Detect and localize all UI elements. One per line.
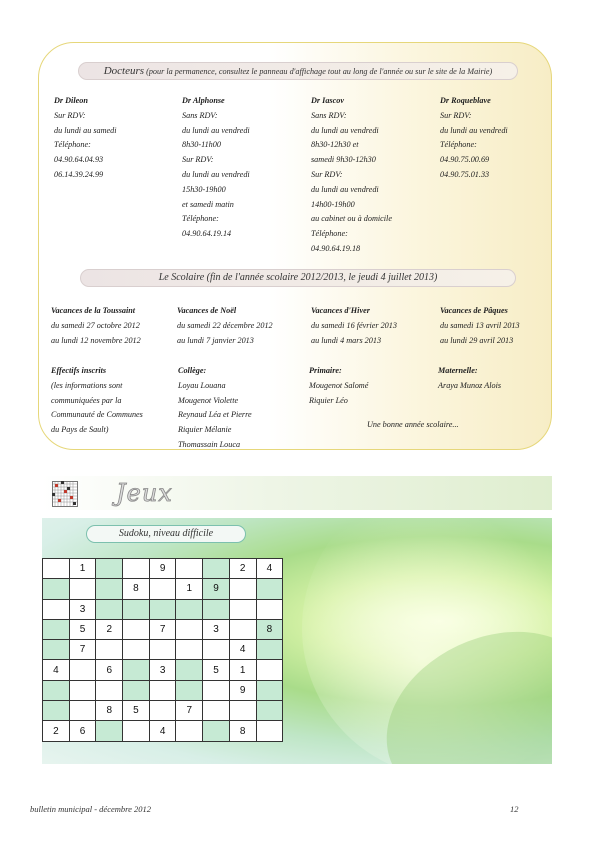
column-line: au lundi 4 mars 2013 [311,335,382,345]
sudoku-cell[interactable] [43,620,70,640]
sudoku-cell[interactable]: 7 [70,640,97,660]
sudoku-cell[interactable] [123,721,150,741]
sudoku-cell[interactable] [176,559,203,579]
column-line: du samedi 27 octobre 2012 [51,320,140,330]
column-line: du Pays de Sault) [51,425,109,435]
sudoku-cell[interactable] [203,721,230,741]
games-title: Jeux [116,479,173,507]
column-line: Sur RDV: [182,155,214,165]
sudoku-cell[interactable] [230,701,257,721]
column-line: du lundi au vendredi [440,125,508,135]
page-number: 12 [510,804,519,814]
sudoku-grid-icon [52,481,78,507]
vacation-paques [440,304,520,348]
sudoku-cell[interactable]: 5 [123,701,150,721]
column-line: Téléphone: [182,214,219,224]
sudoku-cell[interactable]: 3 [203,620,230,640]
sudoku-cell[interactable] [257,579,284,599]
sudoku-cell[interactable]: 2 [43,721,70,741]
column-heading: Dr Iascov [311,96,344,105]
column-line: communiquées par la [51,395,122,405]
sudoku-cell[interactable] [123,660,150,680]
sudoku-cell[interactable]: 1 [70,559,97,579]
sudoku-cell[interactable] [257,701,284,721]
sudoku-cell[interactable] [150,640,177,660]
sudoku-cell[interactable] [257,681,284,701]
column-line: au cabinet ou à domicile [311,214,392,224]
doctors-banner [78,62,518,80]
column-line: du lundi au vendredi [182,125,250,135]
sudoku-cell[interactable] [203,701,230,721]
sudoku-cell[interactable]: 4 [257,559,284,579]
sudoku-cell[interactable] [230,600,257,620]
column-line: Thomassain Louca [178,439,241,449]
column-line: 06.14.39.24.99 [54,169,104,179]
column-heading: Vacances de la Toussaint [51,306,136,315]
column-line: Riquier Léo [309,395,348,405]
column-line: Mougenot Salomé [309,380,369,390]
column-line: Riquier Mélanie [178,425,232,435]
column-line: au lundi 12 novembre 2012 [51,335,141,345]
sudoku-cell[interactable] [70,660,97,680]
column-line: Mougenot Violette [178,395,239,405]
sudoku-grid [42,558,283,742]
sudoku-cell[interactable] [43,640,70,660]
column-line: 15h30-19h00 [182,184,226,194]
sudoku-cell[interactable]: 3 [70,600,97,620]
sudoku-cell[interactable] [123,600,150,620]
column-heading: Vacances de Noël [177,306,237,315]
sudoku-cell[interactable] [123,620,150,640]
sudoku-cell[interactable] [203,559,230,579]
column-heading: Dr Dileon [54,96,88,105]
sudoku-cell[interactable] [150,600,177,620]
sudoku-cell[interactable] [96,579,123,599]
column-line: 8h30-12h30 et [311,140,359,150]
sudoku-cell[interactable] [96,721,123,741]
column-line: du samedi 16 février 2013 [311,320,397,330]
enrollment-maternelle [438,364,501,394]
sudoku-cell[interactable]: 8 [123,579,150,599]
column-heading: Primaire: [309,366,342,375]
sudoku-cell[interactable] [123,559,150,579]
column-line: Loyau Louana [178,380,226,390]
doctor-column-iascov [311,94,392,257]
column-line: Reynaud Léa et Pierre [178,410,252,420]
sudoku-cell[interactable]: 6 [70,721,97,741]
column-line: du lundi au samedi [54,125,117,135]
sudoku-cell[interactable]: 1 [230,660,257,680]
column-line: 14h00-19h00 [311,199,355,209]
column-heading: Dr Alphonse [182,96,225,105]
column-line: (les informations sont [51,380,123,390]
sudoku-cell[interactable] [176,721,203,741]
sudoku-cell[interactable]: 8 [96,701,123,721]
sudoku-cell[interactable]: 7 [176,701,203,721]
column-line: 04.90.64.19.14 [182,229,232,239]
column-heading: Vacances d'Hiver [311,306,370,315]
column-line: 8h30-11h00 [182,140,221,150]
sudoku-cell[interactable]: 3 [150,660,177,680]
vacation-toussaint [51,304,141,348]
doctors-banner-title: Docteurs [103,65,145,77]
column-line: 04.90.64.19.18 [311,243,361,253]
sudoku-cell[interactable]: 2 [96,620,123,640]
sudoku-cell[interactable] [43,559,70,579]
sudoku-cell[interactable] [257,640,284,660]
sudoku-cell[interactable]: 9 [150,559,177,579]
column-heading: Collège: [178,366,207,375]
sudoku-cell[interactable] [203,640,230,660]
school-banner: Le Scolaire (fin de l'année scolaire 2012/2013, le jeudi 4 juillet 2013) [80,269,516,287]
sudoku-cell[interactable] [43,600,70,620]
sudoku-cell[interactable]: 4 [230,640,257,660]
sudoku-cell[interactable]: 1 [176,579,203,599]
column-line: du lundi au vendredi [182,169,250,179]
column-line: au lundi 29 avril 2013 [440,335,514,345]
column-line: Sur RDV: [311,169,343,179]
sudoku-cell[interactable]: 9 [203,579,230,599]
column-heading: Maternelle: [438,366,478,375]
sudoku-cell[interactable]: 8 [230,721,257,741]
sudoku-cell[interactable] [43,681,70,701]
sudoku-cell[interactable] [96,681,123,701]
column-line: Sur RDV: [440,110,472,120]
column-line: du lundi au vendredi [311,184,379,194]
sudoku-cell[interactable]: 7 [150,620,177,640]
column-line: Téléphone: [311,229,348,239]
column-line: du samedi 13 avril 2013 [440,320,520,330]
enrollment-college [178,364,252,453]
sudoku-cell[interactable]: 9 [230,681,257,701]
column-heading: Vacances de Pâques [440,306,508,315]
enrollment-info [51,364,143,438]
sudoku-cell[interactable] [176,600,203,620]
sudoku-cell[interactable]: 5 [70,620,97,640]
sudoku-cell[interactable]: 2 [230,559,257,579]
sudoku-cell[interactable] [230,579,257,599]
column-line: 04.90.64.04.93 [54,155,104,165]
school-wish: Une bonne année scolaire... [367,420,459,429]
footer-publication: bulletin municipal - décembre 2012 [30,804,152,814]
doctor-column-dileon [54,94,117,183]
sudoku-cell[interactable]: 8 [257,620,284,640]
sudoku-cell[interactable] [176,640,203,660]
sudoku-label: Sudoku, niveau difficile [86,525,246,543]
sudoku-cell[interactable] [176,620,203,640]
column-line: du samedi 22 décembre 2012 [177,320,273,330]
doctors-banner-note: (pour la permanence, consultez le panneau d'affichage tout au long de l'année ou sur le site de la Mairie) [146,67,493,76]
sudoku-cell[interactable] [257,660,284,680]
doctor-column-alphonse [182,94,250,242]
sudoku-cell[interactable] [43,579,70,599]
sudoku-cell[interactable] [257,721,284,741]
column-heading: Effectifs inscrits [51,366,107,375]
sudoku-cell[interactable] [96,559,123,579]
sudoku-cell[interactable] [96,640,123,660]
column-line: au lundi 7 janvier 2013 [177,335,254,345]
column-line: Araya Munoz Alois [438,380,502,390]
sudoku-cell[interactable]: 4 [43,660,70,680]
column-line: 04.90.75.00.69 [440,155,490,165]
sudoku-cell[interactable] [70,579,97,599]
column-line: et samedi matin [182,199,234,209]
sudoku-cell[interactable]: 5 [203,660,230,680]
vacation-hiver [311,304,397,348]
sudoku-cell[interactable]: 4 [150,721,177,741]
sudoku-cell[interactable] [176,681,203,701]
sudoku-cell[interactable] [257,600,284,620]
sudoku-cell[interactable] [176,660,203,680]
sudoku-cell[interactable] [123,681,150,701]
sudoku-cell[interactable] [43,701,70,721]
sudoku-cell[interactable] [96,600,123,620]
sudoku-cell[interactable]: 6 [96,660,123,680]
sudoku-cell[interactable] [230,620,257,640]
sudoku-cell[interactable] [203,600,230,620]
sudoku-cell[interactable] [203,681,230,701]
sudoku-cell[interactable] [70,701,97,721]
sudoku-cell[interactable] [150,579,177,599]
column-line: Téléphone: [440,140,477,150]
column-line: du lundi au vendredi [311,125,379,135]
sudoku-cell[interactable] [70,681,97,701]
sudoku-cell[interactable] [150,701,177,721]
column-heading: Dr Roqueblave [440,96,491,105]
column-line: Sur RDV: [54,110,86,120]
column-line: Sans RDV: [182,110,218,120]
column-line: 04.90.75.01.33 [440,169,490,179]
vacation-noel [177,304,273,348]
column-line: Sans RDV: [311,110,347,120]
column-line: samedi 9h30-12h30 [311,155,376,165]
column-line: Communauté de Communes [51,410,143,420]
doctor-column-roqueblave [440,94,508,183]
sudoku-cell[interactable] [150,681,177,701]
enrollment-primaire [309,364,368,408]
column-line: Téléphone: [54,140,91,150]
sudoku-cell[interactable] [123,640,150,660]
